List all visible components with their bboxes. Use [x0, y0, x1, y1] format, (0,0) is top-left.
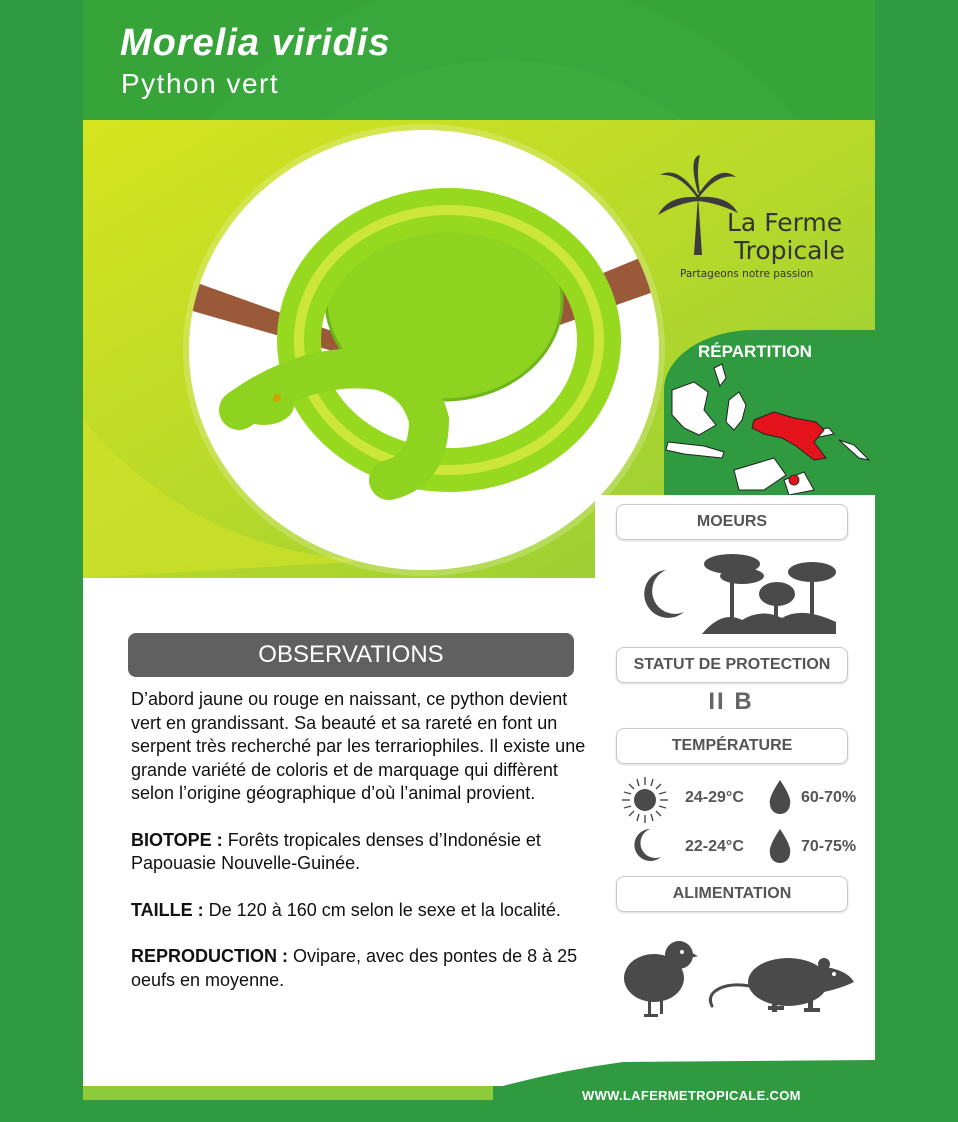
species-common-name: Python vert [121, 68, 280, 99]
rat-icon [706, 946, 856, 1018]
repartition-label: RÉPARTITION [698, 342, 812, 361]
sun-icon [621, 776, 669, 824]
moon-icon [636, 568, 686, 620]
biotope-text: Forêts tropicales denses d’Indonésie et Papouasie Nouvelle-Guinée. [131, 829, 541, 873]
reproduction-text: Ovipare, avec des pontes de 8 à 25 oeufs en moyenne. [131, 946, 578, 990]
protection-value: II B [708, 688, 754, 715]
droplet-icon [768, 829, 792, 863]
night-temperature: 22-24°C [685, 838, 744, 855]
day-temperature: 24-29°C [685, 789, 744, 806]
observations-title: OBSERVATIONS [128, 633, 574, 677]
logo-line1: La Ferme [727, 208, 843, 237]
website-link[interactable]: WWW.LAFERMETROPICALE.COM [582, 1088, 801, 1103]
taille-label: TAILLE : [131, 899, 204, 920]
logo-line2: Tropicale [734, 236, 845, 265]
taille-text: De 120 à 160 cm selon le sexe et la localité. [203, 899, 561, 920]
chick-icon [624, 940, 698, 1018]
biotope-label: BIOTOPE : [131, 829, 223, 850]
night-humidity: 70-75% [801, 838, 857, 855]
day-humidity: 60-70% [801, 789, 857, 806]
alimentation-label: ALIMENTATION [616, 876, 848, 912]
observations-text [131, 688, 586, 1015]
reproduction-label: REPRODUCTION : [131, 946, 288, 966]
droplet-icon [768, 780, 792, 814]
night-moon-icon [630, 828, 662, 862]
moeurs-label: MOEURS [616, 504, 848, 540]
reproduction-paragraph [131, 945, 586, 992]
forest-icon [702, 550, 836, 634]
new-guinea-region [752, 412, 826, 460]
snake-photo [189, 130, 659, 570]
logo-tagline: Partageons notre passion [680, 268, 814, 280]
palm-tree-logo-icon [658, 155, 738, 265]
snake-illustration [189, 130, 659, 570]
temperature-label: TEMPÉRATURE [616, 728, 848, 764]
taille-paragraph [131, 899, 586, 923]
protection-label: STATUT DE PROTECTION [616, 647, 848, 683]
observations-intro: D’abord jaune ou rouge en naissant, ce python devient vert en grandissant. Sa beauté et sa rareté en font un serpent très recherché par les terrariophiles. Il existe une grande variété de coloris et de marquage qui diffèrent selon l’origine géographique d’où l’animal provient. [131, 689, 586, 803]
species-latin-name: Morelia viridis [120, 22, 391, 64]
biotope-paragraph [131, 829, 586, 876]
